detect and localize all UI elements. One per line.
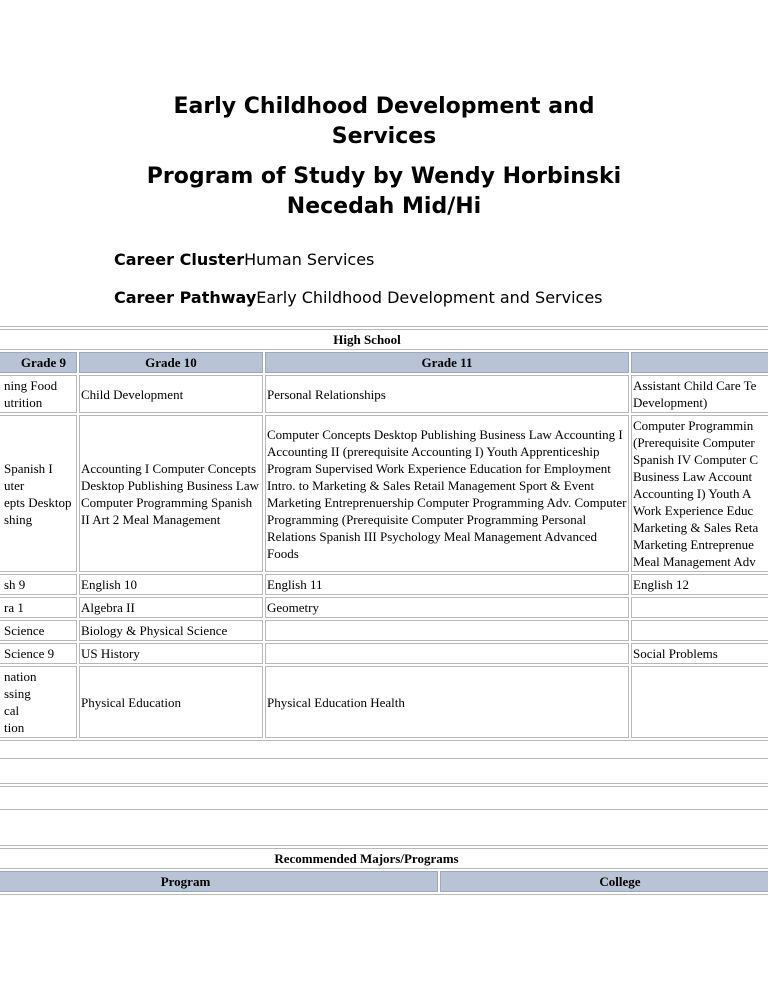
- table-row: [0, 620, 768, 641]
- table-cell: Physical Education: [79, 666, 263, 738]
- table-row: [0, 597, 768, 618]
- grade-header: Grade 11: [265, 352, 629, 373]
- table-cell: English 12: [631, 574, 768, 595]
- table-cell: Computer Programmin (Prerequisite Computer Spanish IV Computer C Business Law Account Accounting I) Youth A Work Experience Educ Marketing & Sales Reta Marketing Entreprenue Meal Management Adv: [631, 415, 768, 572]
- table-cell: Spanish I uter epts Desktop shing: [0, 415, 77, 572]
- table-cell: [265, 643, 629, 664]
- grade-header: [631, 352, 768, 373]
- page-subtitle: [0, 162, 768, 222]
- table-cell: nation ssing cal tion: [0, 666, 77, 738]
- career-cluster: [114, 250, 374, 269]
- table-row: [0, 666, 768, 738]
- table-cell: Accounting I Computer Concepts Desktop Publishing Business Law Computer Programming Spanish II Art 2 Meal Management: [79, 415, 263, 572]
- table-cell: Child Development: [79, 375, 263, 413]
- table-row: [0, 415, 768, 572]
- program-header: Program: [0, 871, 438, 892]
- page-title: [0, 92, 768, 152]
- table-cell: Assistant Child Care Te Development): [631, 375, 768, 413]
- table-cell: [631, 597, 768, 618]
- high-school-table: [0, 326, 768, 741]
- title-line-1b: Services: [331, 124, 437, 149]
- table-cell: Physical Education Health: [265, 666, 629, 738]
- table-cell: Biology & Physical Science: [79, 620, 263, 641]
- career-pathway: [114, 288, 603, 307]
- table-cell: Computer Concepts Desktop Publishing Business Law Accounting I Accounting II (prerequisite Accounting I) Youth Apprenticeship Program Supervised Work Experience Education for Employment Intro. to Marketing & Sales Retail Management Sport & Event Marketing Entreprenuership Computer Programming Adv. Computer Programming (Prerequisite Computer Programming Personal Relations Spanish III Psychology Meal Management Advanced Foods: [265, 415, 629, 572]
- grade-header: Grade 10: [79, 352, 263, 373]
- table-cell: [631, 620, 768, 641]
- title-line-2b: Necedah Mid/Hi: [286, 194, 482, 219]
- table-cell: Algebra II: [79, 597, 263, 618]
- empty-row: [0, 786, 768, 810]
- table-cell: [631, 666, 768, 738]
- empty-row: [0, 758, 768, 784]
- table-cell: [265, 620, 629, 641]
- career-cluster-label: Career Cluster: [114, 250, 245, 269]
- grade-header: Grade 9: [0, 352, 77, 373]
- title-block: [0, 92, 768, 222]
- table-cell: Science 9: [0, 643, 77, 664]
- table-row: [0, 375, 768, 413]
- table-cell: ra 1: [0, 597, 77, 618]
- career-pathway-label: Career Pathway: [114, 288, 257, 307]
- recommended-caption: Recommended Majors/Programs: [0, 848, 768, 869]
- table-cell: English 10: [79, 574, 263, 595]
- college-header: College: [440, 871, 768, 892]
- table-cell: Personal Relationships: [265, 375, 629, 413]
- title-line-2a: Program of Study by Wendy Horbinski: [146, 164, 622, 189]
- table-cell: sh 9: [0, 574, 77, 595]
- table-row: [0, 574, 768, 595]
- high-school-body: [0, 375, 768, 738]
- table-row: [0, 643, 768, 664]
- recommended-table: [0, 845, 768, 895]
- table-cell: Social Problems: [631, 643, 768, 664]
- table-cell: English 11: [265, 574, 629, 595]
- career-pathway-value: Early Childhood Development and Services: [256, 288, 603, 307]
- table-cell: ning Food utrition: [0, 375, 77, 413]
- title-line-1a: Early Childhood Development and: [173, 94, 595, 119]
- table-cell: Geometry: [265, 597, 629, 618]
- career-cluster-value: Human Services: [244, 250, 375, 269]
- table-cell: US History: [79, 643, 263, 664]
- high-school-caption: High School: [0, 329, 768, 350]
- table-cell: Science: [0, 620, 77, 641]
